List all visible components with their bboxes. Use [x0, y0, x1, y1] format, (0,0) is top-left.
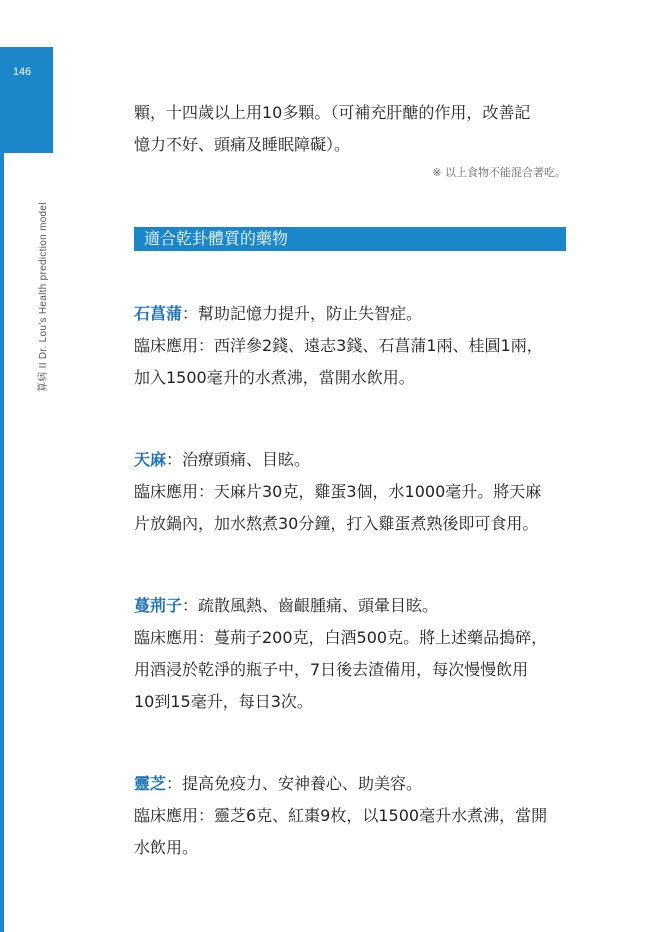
herb-heading: [134, 444, 566, 476]
herb-heading: [134, 768, 566, 800]
herb-entry: [134, 590, 566, 718]
herb-usage-line: 臨床應用：靈芝6克、紅棗9枚，以1500毫升水煮沸，當開: [134, 806, 548, 825]
herb-usage-line: 10到15毫升，每日3次。: [134, 692, 313, 711]
herb-usage-line: 水飲用。: [134, 838, 199, 857]
herb-effect: ：提高免疫力、安神養心、助美容。: [166, 774, 423, 793]
herb-usage-line: 臨床應用：蔓荊子200克，白酒500克。將上述藥品搗碎，: [134, 628, 548, 647]
herb-effect: ：治療頭痛、目眩。: [166, 450, 311, 469]
section-heading: 適合乾卦體質的藥物: [134, 227, 566, 251]
page-content: [134, 97, 566, 864]
herb-usage-line: 加入1500毫升的水煮沸，當開水飲用。: [134, 368, 415, 387]
page-number: 146: [12, 66, 32, 78]
herb-usage-line: 用酒浸於乾淨的瓶子中，7日後去渣備用，每次慢慢飲用: [134, 660, 529, 679]
herb-usage-line: 片放鍋內，加水熬煮30分鐘，打入雞蛋煮熟後即可食用。: [134, 514, 539, 533]
herb-name: 石菖蒲: [134, 304, 183, 323]
herb-entry: [134, 444, 566, 540]
herb-name: 靈芝: [134, 774, 167, 793]
running-title: 算病 II Dr. Lou's Health prediction model: [38, 202, 49, 392]
herb-entry: [134, 298, 566, 394]
herb-effect: ：幫助記憶力提升，防止失智症。: [182, 304, 423, 323]
herb-name: 天麻: [134, 450, 167, 469]
intro-line: 憶力不好、頭痛及睡眠障礙）。: [134, 135, 351, 154]
herb-entry: [134, 768, 566, 864]
herb-heading: [134, 590, 566, 622]
page-tab: [0, 47, 53, 153]
herb-name: 蔓荊子: [134, 596, 183, 615]
herb-heading: [134, 298, 566, 330]
herb-usage-line: 臨床應用：天麻片30克，雞蛋3個，水1000毫升。將天麻: [134, 482, 542, 501]
side-rule: [0, 153, 4, 932]
herb-usage-line: 臨床應用：西洋參2錢、遠志3錢、石菖蒲1兩、桂圓1兩，: [134, 336, 543, 355]
footnote: ※ 以上食物不能混合著吃。: [432, 166, 566, 179]
intro-line: 顆，十四歲以上用10多顆。（可補充肝醣的作用，改善記: [134, 103, 531, 122]
herb-effect: ：疏散風熱、齒齦腫痛、頭暈目眩。: [182, 596, 439, 615]
